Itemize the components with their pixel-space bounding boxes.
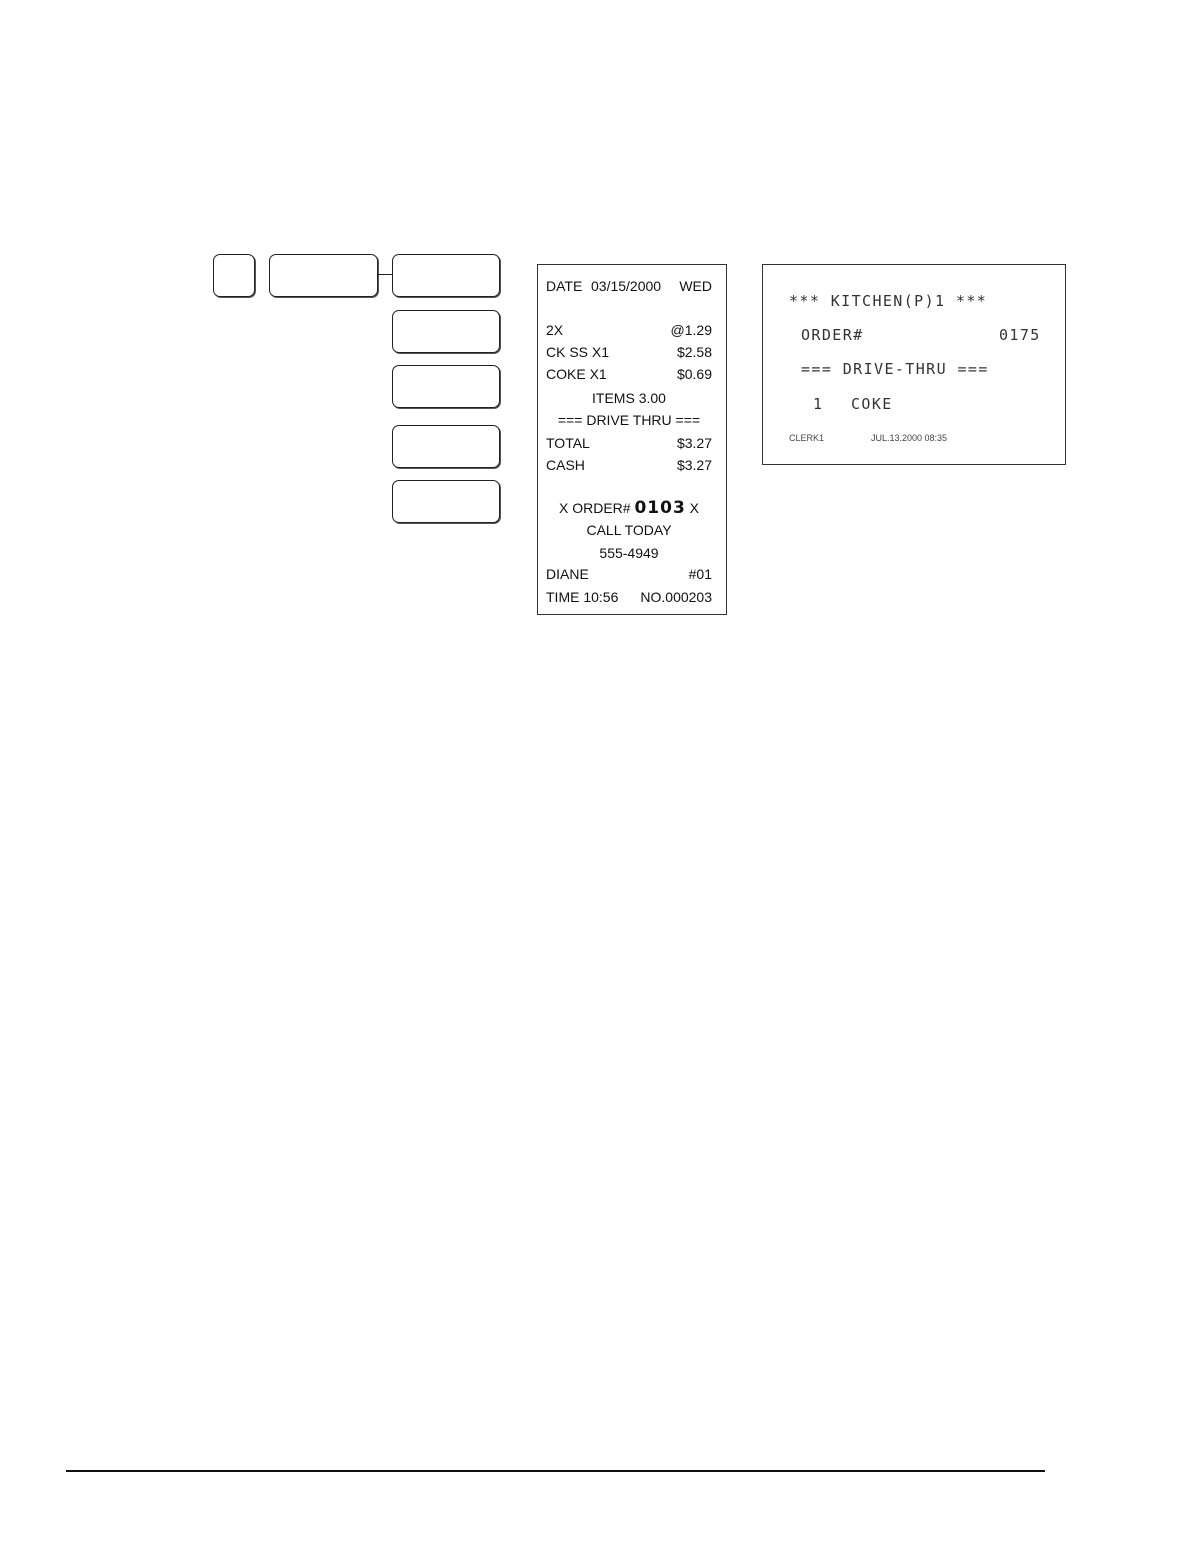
receipt-unit-price: @1.29: [670, 322, 712, 338]
key-column-4: [392, 425, 500, 468]
receipt-item2-name: COKE X1: [546, 366, 607, 382]
receipt-date-row: [546, 277, 712, 295]
kitchen-header: *** KITCHEN(P)1 ***: [789, 292, 988, 310]
receipt-order-prefix: X ORDER#: [558, 500, 631, 516]
key-small: [213, 254, 255, 297]
kitchen-item-qty: 1: [813, 395, 824, 413]
kitchen-drive-thru: === DRIVE-THRU ===: [801, 360, 989, 378]
kitchen-order-label: ORDER#: [801, 326, 864, 344]
footer-rule: [66, 1470, 1045, 1472]
customer-receipt: [537, 264, 727, 615]
kitchen-item-name: COKE: [851, 395, 893, 413]
receipt-cash-row: [546, 456, 712, 474]
receipt-clerk: DIANE: [546, 566, 589, 582]
receipt-date-label: DATE: [546, 278, 583, 294]
receipt-items-count: ITEMS 3.00: [592, 390, 666, 406]
receipt-item1-price: $2.58: [676, 344, 712, 360]
receipt-order-row: [546, 499, 712, 521]
receipt-item2-price: $0.69: [676, 366, 712, 382]
receipt-register: #01: [688, 566, 712, 582]
receipt-qty: 2X: [546, 322, 564, 338]
kitchen-datetime: JUL.13.2000 08:35: [871, 433, 948, 443]
receipt-time-row: [546, 588, 712, 606]
receipt-drive-thru: === DRIVE THRU ===: [557, 412, 701, 428]
receipt-day: WED: [679, 278, 712, 294]
kitchen-ticket: [762, 264, 1066, 465]
receipt-number: NO.000203: [640, 589, 712, 605]
receipt-date: 03/15/2000: [591, 278, 662, 294]
receipt-qty-row: [546, 321, 712, 339]
receipt-cash: $3.27: [676, 457, 712, 473]
receipt-clerk-row: [546, 565, 712, 583]
kitchen-order-number: 0175: [999, 326, 1041, 344]
key-column-5: [392, 480, 500, 523]
receipt-message-2: 555-4949: [599, 545, 659, 561]
key-connector-line: [378, 274, 392, 275]
receipt-cash-label: CASH: [546, 457, 585, 473]
receipt-message-1: CALL TODAY: [586, 522, 672, 538]
receipt-time: TIME 10:56: [546, 589, 619, 605]
receipt-item-row: [546, 343, 712, 361]
kitchen-clerk: CLERK1: [789, 433, 825, 443]
receipt-item-row: [546, 365, 712, 383]
receipt-item1-name: CK SS X1: [546, 344, 610, 360]
key-wide: [269, 254, 378, 297]
receipt-total: $3.27: [676, 435, 712, 451]
receipt-order-suffix: X: [689, 500, 700, 516]
receipt-total-row: [546, 434, 712, 452]
receipt-order-number: 0103: [634, 498, 686, 518]
key-column-2: [392, 310, 500, 353]
receipt-total-label: TOTAL: [546, 435, 590, 451]
key-column-1: [392, 254, 500, 297]
key-column-3: [392, 365, 500, 408]
